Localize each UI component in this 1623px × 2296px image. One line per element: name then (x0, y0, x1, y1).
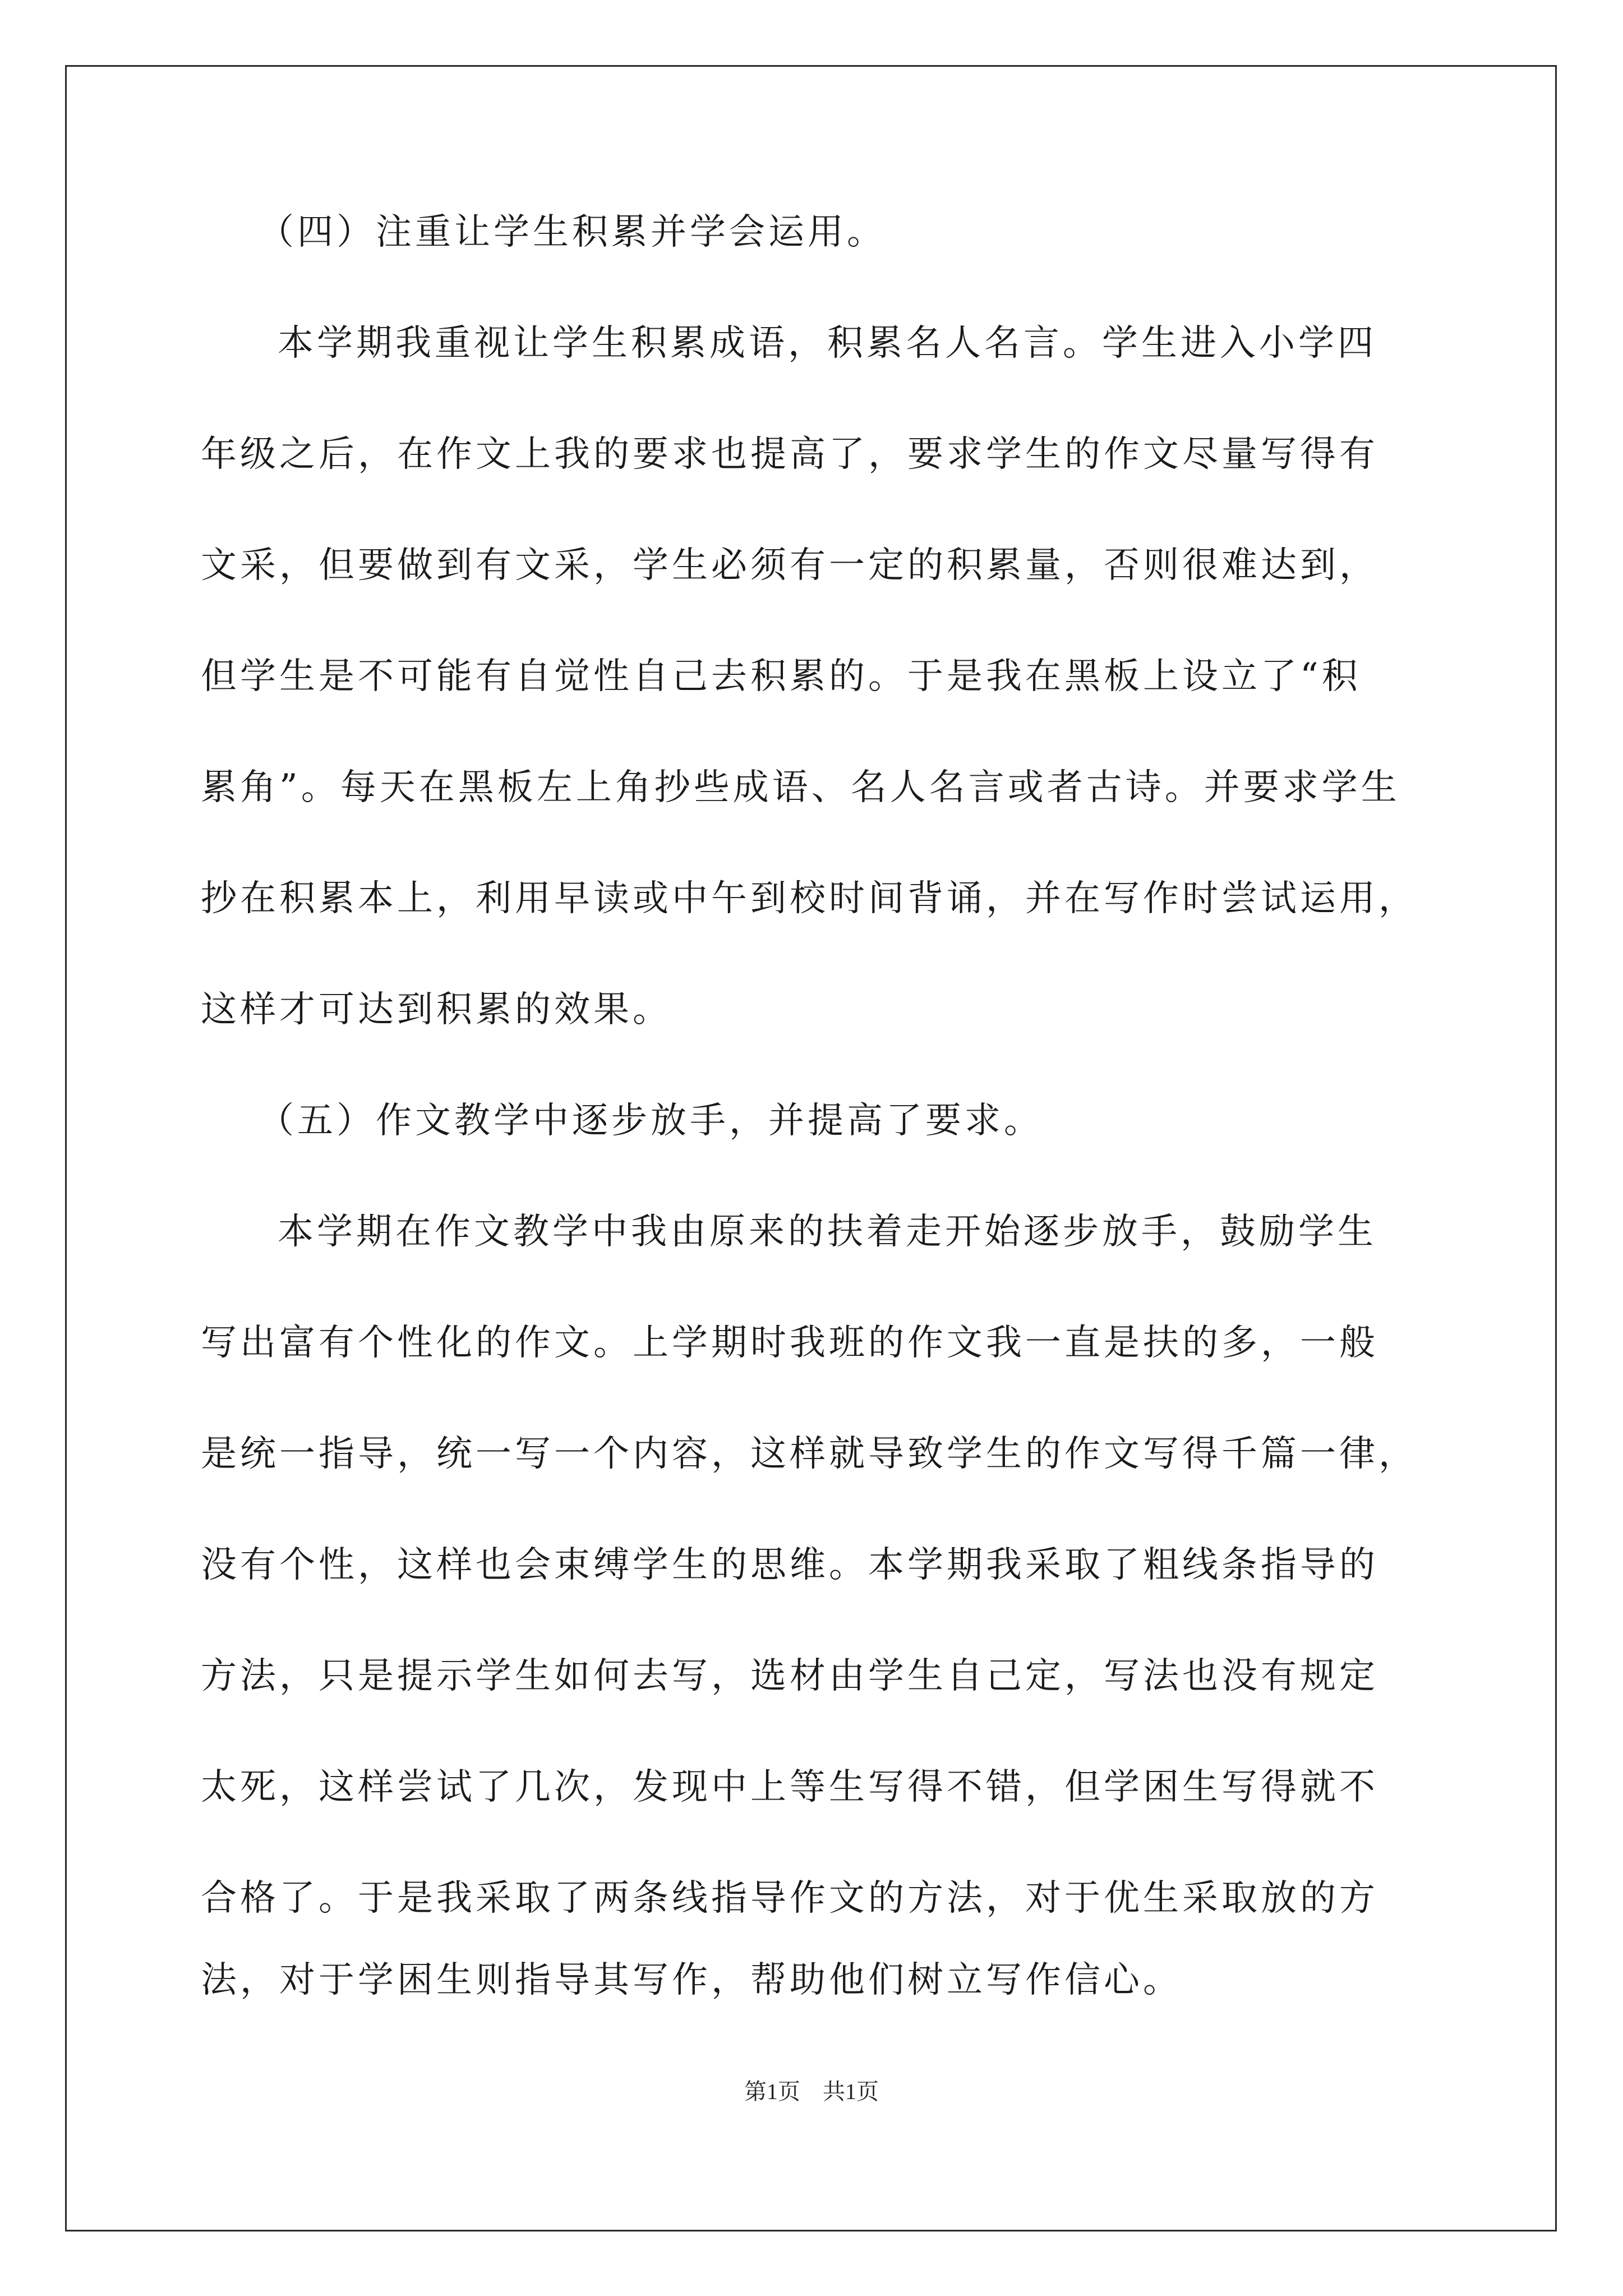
paragraph-line: 抄在积累本上，利用早读或中午到校时间背诵，并在写作时尝试运用， (201, 878, 1418, 919)
paragraph-line: 文采，但要做到有文采，学生必须有一定的积累量，否则很难达到， (201, 545, 1378, 586)
paragraph-line: 写出富有个性化的作文。上学期时我班的作文我一直是扶的多，一般 (201, 1322, 1378, 1364)
paragraph-line: 累角”。每天在黑板左上角抄些成语、名人名言或者古诗。并要求学生 (201, 767, 1400, 808)
paragraph-line: 是统一指导，统一写一个内容，这样就导致学生的作文写得千篇一律， (201, 1433, 1418, 1475)
section-heading-4: （四）注重让学生积累并学会运用。 (258, 211, 886, 253)
paragraph-line: 法，对于学困生则指导其写作，帮助他们树立写作信心。 (201, 1959, 1182, 2001)
page-number-footer: 第1页 共1页 (744, 2079, 879, 2104)
paragraph-line: 本学期我重视让学生积累成语，积累名人名言。学生进入小学四 (278, 323, 1377, 364)
paragraph-line: 但学生是不可能有自觉性自己去积累的。于是我在黑板上设立了“积 (201, 656, 1361, 697)
paragraph-line: 合格了。于是我采取了两条线指导作文的方法，对于优生采取放的方 (201, 1878, 1378, 1919)
paragraph-line: 太死，这样尝试了几次，发现中上等生写得不错，但学困生写得就不 (201, 1766, 1378, 1808)
paragraph-line: 这样才可达到积累的效果。 (201, 989, 672, 1030)
paragraph-line: 没有个性，这样也会束缚学生的思维。本学期我采取了粗线条指导的 (201, 1544, 1378, 1586)
paragraph-line: 方法，只是提示学生如何去写，选材由学生自己定，写法也没有规定 (201, 1655, 1378, 1697)
paragraph-line: 本学期在作文教学中我由原来的扶着走开始逐步放手，鼓励学生 (278, 1211, 1377, 1253)
section-heading-5: （五）作文教学中逐步放手，并提高了要求。 (258, 1100, 1043, 1142)
paragraph-line: 年级之后，在作文上我的要求也提高了，要求学生的作文尽量写得有 (201, 434, 1378, 475)
